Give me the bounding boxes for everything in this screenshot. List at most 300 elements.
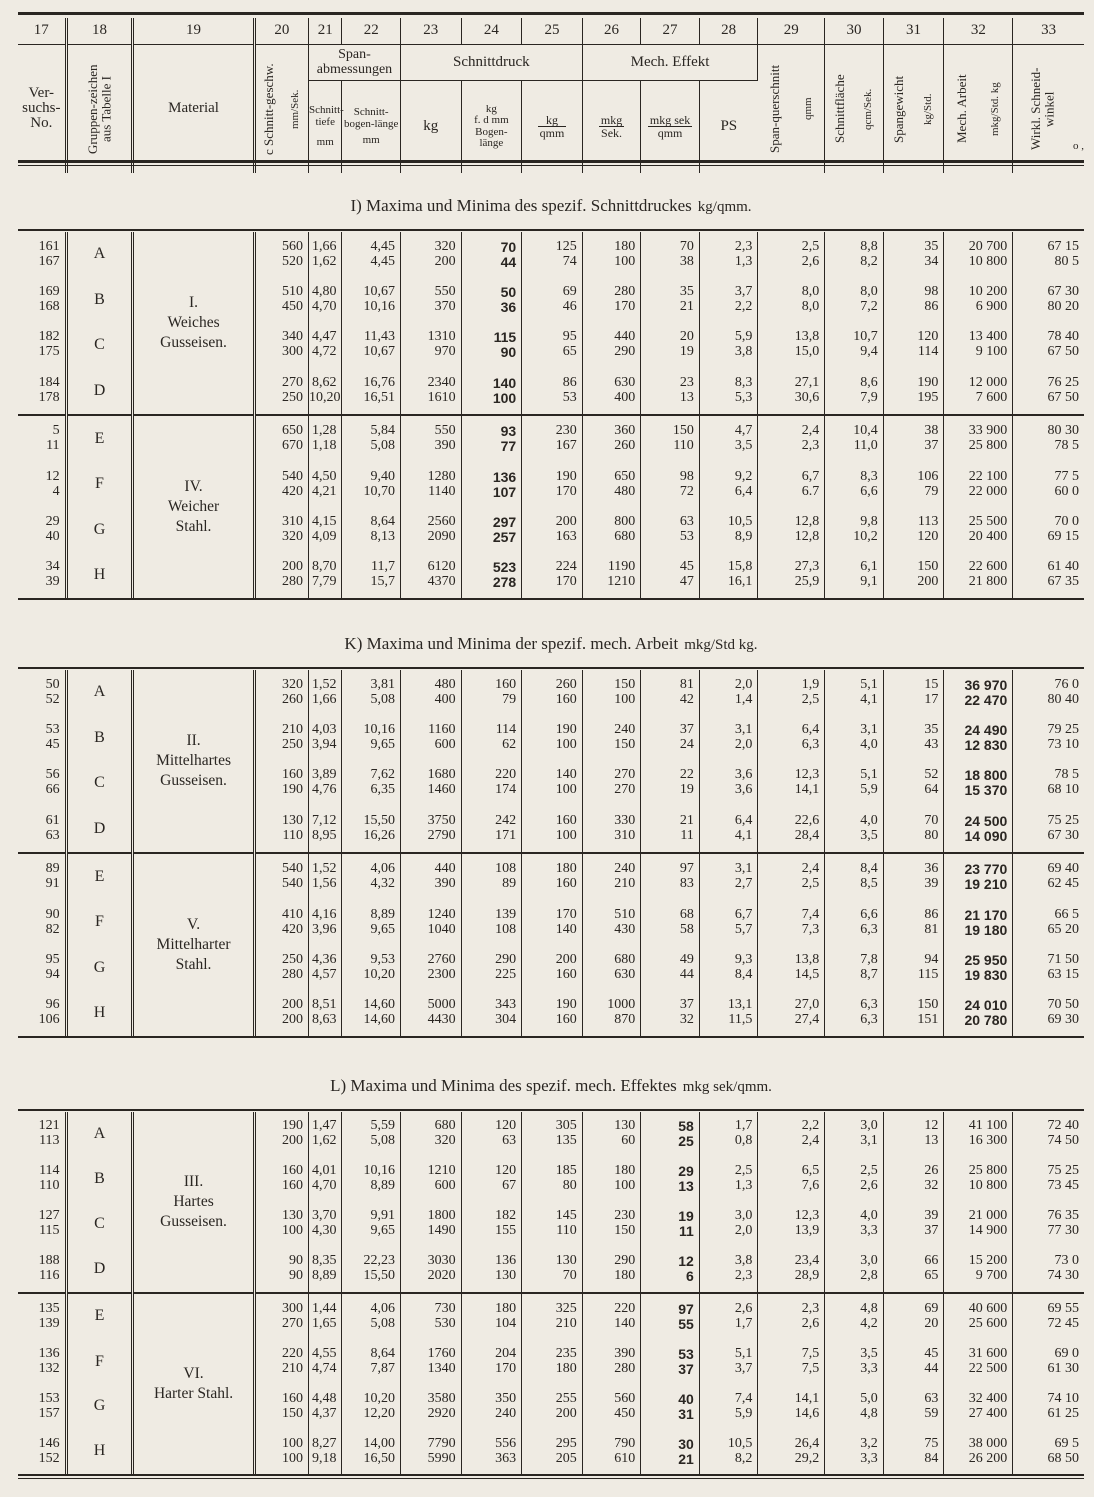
cell-value: 150 — [614, 676, 636, 692]
cell-col-30 — [825, 415, 884, 462]
cell-value: 10 800 — [968, 1178, 1008, 1194]
cell-value: 127 — [38, 1208, 60, 1224]
cell-value: 40 — [45, 528, 60, 544]
cell-value: 22,23 — [363, 1253, 395, 1269]
cell-value: 40 — [678, 1390, 694, 1407]
cell-col-27 — [641, 900, 700, 945]
cell-col-32 — [944, 670, 1013, 715]
cell-value: 67 50 — [1047, 390, 1079, 406]
cell-value: 12,3 — [794, 1208, 820, 1224]
cell-value: 7,6 — [801, 1178, 820, 1194]
cell-value: 9 700 — [975, 1268, 1008, 1284]
header-rule — [18, 160, 1084, 163]
cell-value: 4,45 — [370, 238, 395, 254]
cell-value: 26 200 — [968, 1450, 1008, 1466]
cell-col-23 — [400, 1112, 461, 1157]
cell-col-28 — [699, 991, 758, 1036]
cell-value: 26 — [924, 1163, 939, 1179]
cell-value: 163 — [555, 528, 577, 544]
cell-value: 136 — [495, 1253, 517, 1269]
cell-value: 4,50 — [311, 468, 337, 484]
cell-value: 6,6 — [860, 906, 878, 922]
cell-col-32 — [944, 1429, 1013, 1474]
cell-col-28 — [699, 232, 758, 277]
cell-value: 410 — [282, 906, 303, 922]
cell-value: 52 — [924, 767, 939, 783]
cell-value: 160 — [282, 1178, 303, 1194]
cell-col-26 — [582, 277, 641, 322]
cell-value: 15,8 — [727, 559, 753, 575]
cell-value: 1140 — [428, 483, 456, 499]
cell-value: 37 — [678, 1360, 694, 1377]
cell-value: 22 100 — [968, 468, 1008, 484]
cell-value: 6,1 — [860, 559, 878, 575]
hdr-text: Schnitt-bogen-länge — [344, 106, 399, 130]
cell-value: 210 — [614, 875, 636, 891]
cell-value: 81 — [679, 676, 694, 692]
cell-col-26 — [582, 1112, 641, 1157]
section-title — [18, 1076, 1084, 1096]
cell-value: 65 — [562, 344, 577, 360]
cell-value: 67 50 — [1047, 344, 1079, 360]
cell-value: 1040 — [427, 921, 456, 937]
cell-value: 1,52 — [311, 860, 337, 876]
cell-value: 62 45 — [1047, 875, 1079, 891]
cell-value: 9,2 — [734, 468, 753, 484]
cell-col-29 — [758, 1202, 825, 1247]
cell-material — [133, 415, 254, 598]
cell-col-30 — [825, 853, 884, 900]
cell-col-22 — [342, 553, 401, 598]
cell-col-33 — [1013, 277, 1084, 322]
material-line: Hartes — [173, 1192, 214, 1210]
material-line: II. — [186, 731, 201, 749]
cell-col-29 — [758, 415, 825, 462]
cell-value: 4,80 — [311, 284, 337, 300]
cell-col-26 — [582, 232, 641, 277]
cell-col-27 — [641, 1339, 700, 1384]
cell-value: 21 — [678, 1450, 694, 1467]
cell-value: 19 — [678, 1208, 694, 1225]
cell-value: 22 — [679, 767, 694, 783]
cell-value: 204 — [495, 1345, 517, 1361]
cell-value: 3,1 — [734, 722, 753, 738]
cell-value: 9,53 — [370, 951, 395, 967]
cell-value: 10,4 — [853, 422, 878, 438]
cell-value: 68 10 — [1047, 782, 1079, 798]
cell-col-27 — [641, 1202, 700, 1247]
cell-value: 1,7 — [734, 1315, 753, 1331]
cell-versuchs-no — [18, 991, 66, 1036]
cell-value: 680 — [434, 1118, 456, 1134]
cell-value: 32 — [924, 1178, 939, 1194]
cell-value: 7,8 — [860, 951, 878, 967]
cell-col-20 — [254, 368, 308, 415]
cell-col-27 — [641, 715, 700, 760]
cell-value: 220 — [495, 767, 517, 783]
cell-value: 8,13 — [370, 528, 395, 544]
cell-value: 10,20 — [309, 390, 341, 406]
cell-value: 115 — [39, 1223, 60, 1239]
cell-col-21 — [309, 945, 342, 990]
cell-value: 107 — [492, 483, 517, 500]
cell-col-29 — [758, 277, 825, 322]
cell-value: 270 — [282, 375, 303, 391]
cell-col-20 — [254, 415, 308, 462]
cell-value: 1490 — [427, 1223, 456, 1239]
cell-value: 58 — [679, 921, 694, 937]
cell-value: 10,70 — [363, 483, 395, 499]
cell-col-21 — [309, 1157, 342, 1202]
cell-group: C — [66, 761, 133, 806]
cell-col-32 — [944, 1293, 1013, 1339]
cell-col-24 — [461, 232, 522, 277]
cell-value: 12,8 — [794, 528, 820, 544]
cell-value: 100 — [282, 1223, 303, 1239]
cell-value: 280 — [614, 284, 636, 300]
cell-col-22 — [342, 900, 401, 945]
cell-group: B — [66, 277, 133, 322]
cell-value: 14,5 — [794, 966, 820, 982]
cell-group: B — [66, 1157, 133, 1202]
cell-value: 3,3 — [860, 1360, 878, 1376]
colnum: 30 — [825, 18, 884, 45]
cell-group: D — [66, 806, 133, 853]
cell-col-33 — [1013, 1429, 1084, 1474]
cell-value: 18 800 — [964, 767, 1008, 784]
cell-col-25 — [522, 323, 583, 368]
cell-value: 290 — [614, 1253, 636, 1269]
cell-value: 295 — [555, 1435, 577, 1451]
cell-value: 2340 — [427, 375, 456, 391]
cell-value: 47 — [679, 574, 694, 590]
cell-col-33 — [1013, 1202, 1084, 1247]
cell-value: 116 — [39, 1268, 60, 1284]
cell-value: 170 — [614, 299, 636, 315]
cell-value: 1280 — [427, 468, 456, 484]
hdr-line: Bogen- — [475, 125, 508, 138]
hdr-unit: o , — [1072, 140, 1084, 153]
header-gruppen — [66, 45, 133, 173]
cell-value: 114 — [495, 722, 517, 738]
cell-value: 81 — [924, 921, 939, 937]
cell-value: 14 900 — [968, 1223, 1008, 1239]
cell-col-20 — [254, 715, 308, 760]
cell-value: 74 30 — [1047, 1268, 1079, 1284]
cell-col-26 — [582, 1429, 641, 1474]
cell-col-21 — [309, 806, 342, 853]
colnum: 25 — [522, 18, 583, 45]
cell-col-24 — [461, 553, 522, 598]
cell-value: 39 — [45, 574, 60, 590]
cell-versuchs-no — [18, 1384, 66, 1429]
cell-col-26 — [582, 1293, 641, 1339]
cell-value: 4,74 — [311, 1360, 337, 1376]
cell-col-24 — [461, 1384, 522, 1429]
cell-value: 278 — [492, 574, 517, 591]
cell-value: 1,47 — [311, 1118, 337, 1134]
cell-col-32 — [944, 1112, 1013, 1157]
cell-value: 200 — [434, 253, 456, 269]
cell-value: 1240 — [427, 906, 456, 922]
cell-material — [133, 1112, 254, 1293]
cell-group: B — [66, 715, 133, 760]
header-me-qmm — [641, 81, 700, 173]
cell-value: 70 — [924, 813, 939, 829]
cell-value: 3,7 — [734, 284, 753, 300]
cell-value: 3,1 — [734, 860, 753, 876]
cell-col-30 — [825, 670, 884, 715]
cell-value: 160 — [495, 676, 517, 692]
cell-value: 4,72 — [311, 344, 337, 360]
cell-value: 25 600 — [968, 1315, 1008, 1331]
cell-col-25 — [522, 1247, 583, 1293]
cell-value: 150 — [282, 1405, 303, 1421]
cell-value: 4,7 — [734, 422, 753, 438]
cell-value: 2,6 — [801, 1315, 820, 1331]
hdr-text: Mech. Arbeit — [953, 74, 969, 144]
cell-value: 20 780 — [964, 1012, 1008, 1029]
cell-col-23 — [400, 323, 461, 368]
cell-value: 106 — [38, 1012, 60, 1028]
cell-col-28 — [699, 277, 758, 322]
cell-value: 150 — [614, 737, 636, 753]
cell-col-27 — [641, 806, 700, 853]
cell-col-25 — [522, 1112, 583, 1157]
cell-value: 49 — [679, 951, 694, 967]
cell-col-33 — [1013, 806, 1084, 853]
cell-value: 167 — [38, 253, 60, 269]
cell-col-33 — [1013, 1112, 1084, 1157]
cell-value: 27,3 — [794, 559, 820, 575]
cell-value: 14,00 — [363, 1435, 395, 1451]
cell-col-24 — [461, 1429, 522, 1474]
cell-value: 290 — [495, 951, 517, 967]
cell-value: 95 — [562, 329, 577, 345]
cell-value: 70 — [500, 238, 517, 255]
cell-col-26 — [582, 1247, 641, 1293]
cell-col-32 — [944, 553, 1013, 598]
cell-value: 43 — [924, 737, 939, 753]
cell-value: 19 210 — [964, 875, 1008, 892]
cell-value: 1,9 — [801, 676, 820, 692]
cell-col-26 — [582, 323, 641, 368]
cell-value: 22 600 — [968, 559, 1008, 575]
cell-value: 33 900 — [968, 422, 1008, 438]
cell-value: 72 40 — [1047, 1118, 1079, 1134]
cell-col-30 — [825, 1112, 884, 1157]
cell-col-29 — [758, 1157, 825, 1202]
cell-value: 630 — [614, 375, 636, 391]
cell-value: 200 — [282, 1012, 303, 1028]
cell-col-28 — [699, 853, 758, 900]
cell-col-29 — [758, 1293, 825, 1339]
cell-value: 8,35 — [311, 1253, 337, 1269]
cell-value: 160 — [555, 691, 577, 707]
cell-col-25 — [522, 277, 583, 322]
cell-value: 180 — [555, 860, 577, 876]
cell-col-27 — [641, 368, 700, 415]
cell-col-31 — [883, 715, 944, 760]
cell-value: 4,06 — [370, 1300, 395, 1316]
cell-value: 37 — [679, 997, 694, 1013]
cell-col-22 — [342, 277, 401, 322]
cell-col-27 — [641, 1384, 700, 1429]
cell-col-21 — [309, 232, 342, 277]
cell-value: 71 50 — [1047, 951, 1079, 967]
cell-col-30 — [825, 900, 884, 945]
cell-value: 5000 — [427, 997, 456, 1013]
cell-col-24 — [461, 1112, 522, 1157]
cell-col-31 — [883, 900, 944, 945]
cell-col-31 — [883, 368, 944, 415]
cell-col-21 — [309, 1112, 342, 1157]
frac-den: Sek. — [601, 126, 623, 141]
cell-col-31 — [883, 323, 944, 368]
cell-col-33 — [1013, 1384, 1084, 1429]
cell-col-28 — [699, 462, 758, 507]
cell-value: 34 — [924, 253, 939, 269]
cell-value: 8,64 — [370, 513, 395, 529]
cell-value: 178 — [38, 390, 60, 406]
cell-col-26 — [582, 1157, 641, 1202]
cell-value: 19 180 — [964, 921, 1008, 938]
cell-value: 6,5 — [801, 1163, 820, 1179]
cell-col-25 — [522, 853, 583, 900]
cell-versuchs-no — [18, 1429, 66, 1474]
cell-col-21 — [309, 323, 342, 368]
cell-value: 8,89 — [311, 1268, 337, 1284]
cell-col-22 — [342, 415, 401, 462]
cell-value: 76 35 — [1047, 1208, 1079, 1224]
cell-value: 8,64 — [370, 1345, 395, 1361]
cell-versuchs-no — [18, 1157, 66, 1202]
cell-col-33 — [1013, 323, 1084, 368]
cell-value: 44 — [500, 253, 517, 270]
cell-col-33 — [1013, 415, 1084, 462]
cell-value: 11 — [46, 437, 60, 453]
cell-col-25 — [522, 415, 583, 462]
cell-value: 260 — [555, 676, 577, 692]
cell-value: 69 55 — [1047, 1300, 1079, 1316]
cell-col-21 — [309, 1247, 342, 1293]
bottom-rule-thin — [18, 1478, 1084, 1479]
cell-group: C — [66, 1202, 133, 1247]
cell-col-25 — [522, 670, 583, 715]
cell-value: 4,47 — [311, 329, 337, 345]
cell-col-33 — [1013, 1339, 1084, 1384]
cell-value: 8,4 — [860, 860, 878, 876]
cell-value: 20 700 — [968, 238, 1008, 254]
cell-value: 305 — [555, 1118, 577, 1134]
material-line: Mittelhartes — [156, 751, 231, 769]
cell-versuchs-no — [18, 368, 66, 415]
cell-value: 113 — [917, 513, 939, 529]
cell-value: 224 — [555, 559, 577, 575]
data-table — [18, 232, 1084, 598]
cell-value: 27 400 — [968, 1405, 1008, 1421]
cell-col-31 — [883, 1339, 944, 1384]
cell-value: 8,0 — [801, 284, 820, 300]
cell-value: 42 — [679, 691, 694, 707]
cell-value: 9,65 — [370, 1223, 395, 1239]
cell-value: 2,5 — [801, 875, 820, 891]
cell-value: 80 40 — [1047, 691, 1079, 707]
cell-value: 135 — [38, 1300, 60, 1316]
cell-group: H — [66, 1429, 133, 1474]
cell-value: 132 — [38, 1360, 60, 1376]
cell-col-22 — [342, 462, 401, 507]
cell-value: 106 — [917, 468, 939, 484]
cell-value: 45 — [45, 737, 60, 753]
cell-col-24 — [461, 368, 522, 415]
cell-value: 160 — [555, 966, 577, 982]
cell-col-22 — [342, 1384, 401, 1429]
cell-value: 84 — [924, 1450, 939, 1466]
cell-col-30 — [825, 761, 884, 806]
cell-col-27 — [641, 1293, 700, 1339]
cell-col-31 — [883, 1157, 944, 1202]
cell-versuchs-no — [18, 945, 66, 990]
cell-col-23 — [400, 1429, 461, 1474]
cell-col-22 — [342, 368, 401, 415]
cell-material — [133, 670, 254, 853]
cell-value: 182 — [38, 329, 60, 345]
cell-value: 120 — [917, 528, 939, 544]
frac-den: qmm — [657, 126, 683, 141]
section-rule — [18, 598, 1084, 600]
colnum: 21 — [309, 18, 342, 45]
cell-col-27 — [641, 277, 700, 322]
cell-value: 63 — [45, 828, 60, 844]
cell-col-31 — [883, 232, 944, 277]
cell-col-23 — [400, 277, 461, 322]
cell-value: 5990 — [427, 1450, 456, 1466]
cell-value: 16 300 — [968, 1133, 1008, 1149]
cell-versuchs-no — [18, 1202, 66, 1247]
cell-col-33 — [1013, 1157, 1084, 1202]
cell-col-29 — [758, 1112, 825, 1157]
cell-group: E — [66, 853, 133, 900]
cell-col-20 — [254, 1202, 308, 1247]
cell-value: 5,59 — [370, 1118, 395, 1134]
cell-value: 320 — [282, 676, 303, 692]
cell-value: 970 — [434, 344, 456, 360]
cell-col-22 — [342, 853, 401, 900]
cell-value: 10,67 — [363, 344, 395, 360]
header-spanquerschnitt — [758, 45, 825, 173]
cell-col-32 — [944, 277, 1013, 322]
cell-col-28 — [699, 1202, 758, 1247]
cell-value: 370 — [434, 299, 456, 315]
cell-group: G — [66, 1384, 133, 1429]
cell-value: 140 — [614, 1315, 636, 1331]
cell-value: 330 — [614, 813, 636, 829]
cell-value: 4,48 — [311, 1390, 337, 1406]
cell-col-20 — [254, 1384, 308, 1429]
cell-value: 170 — [555, 906, 577, 922]
cell-col-23 — [400, 945, 461, 990]
cell-value: 440 — [434, 860, 456, 876]
cell-value: 340 — [282, 329, 303, 345]
cell-value: 7,4 — [801, 906, 820, 922]
cell-value: 2300 — [427, 966, 456, 982]
cell-value: 3,0 — [860, 1118, 878, 1134]
cell-col-30 — [825, 945, 884, 990]
cell-value: 100 — [614, 1178, 636, 1194]
cell-col-22 — [342, 232, 401, 277]
cell-col-24 — [461, 323, 522, 368]
